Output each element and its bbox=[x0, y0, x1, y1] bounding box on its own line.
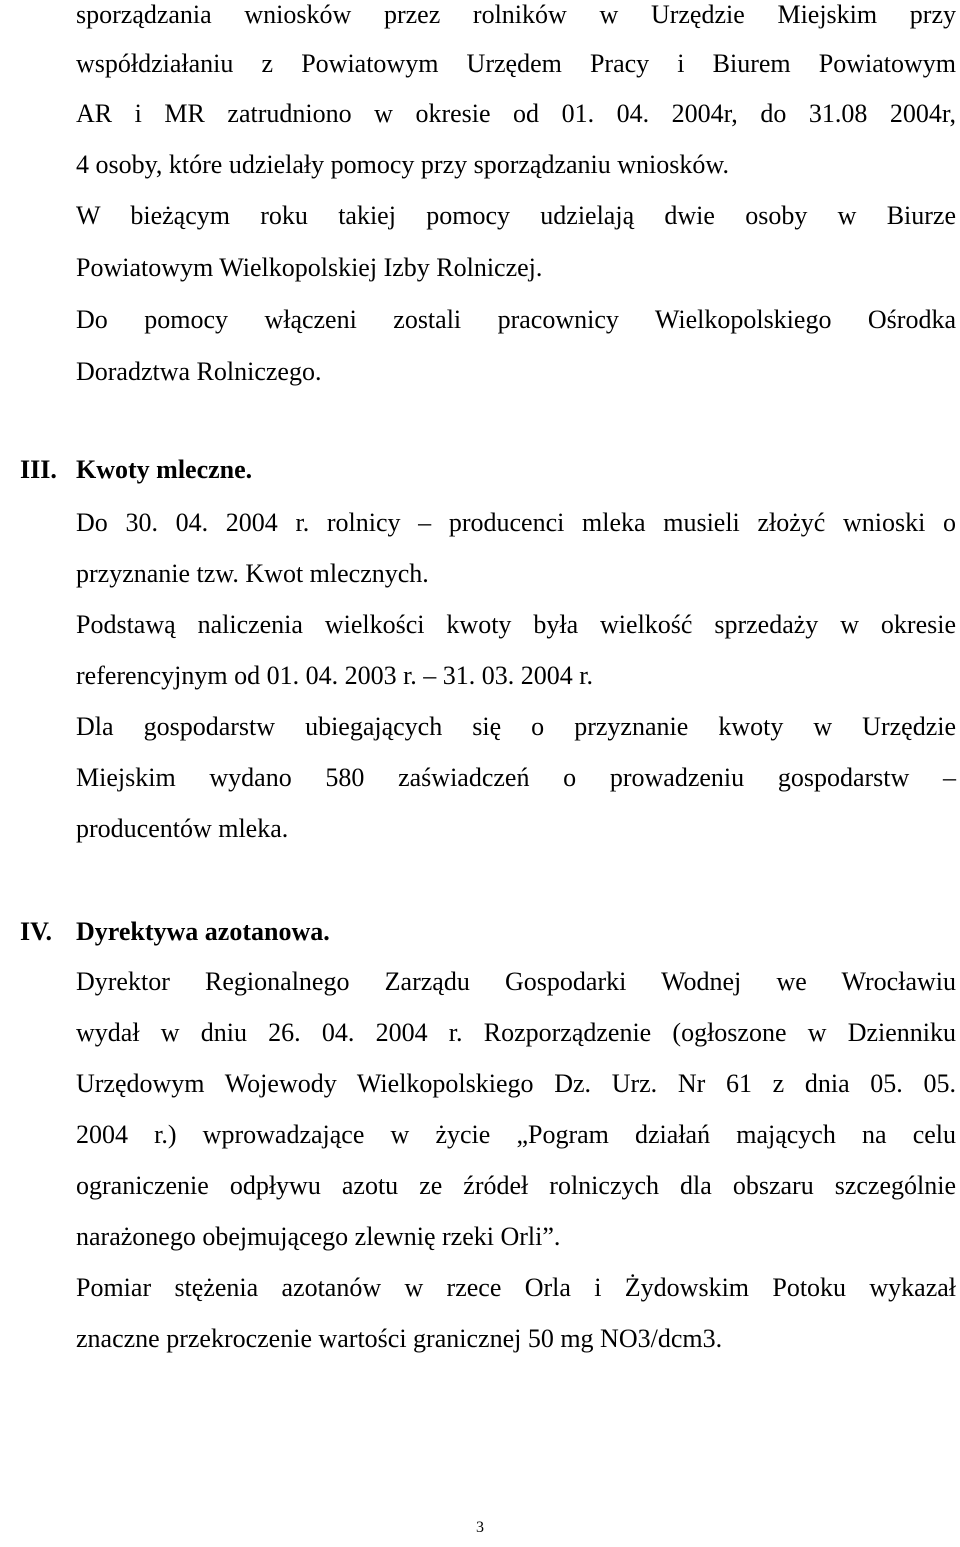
body-line: Podstawą naliczenia wielkości kwoty była wielkość sprzedaży w okresie bbox=[76, 610, 956, 639]
body-line: 4 osoby, które udzielały pomocy przy sporządzaniu wniosków. bbox=[76, 150, 729, 179]
section-number: III. bbox=[20, 455, 57, 484]
body-line: producentów mleka. bbox=[76, 814, 289, 843]
section-number: IV. bbox=[20, 917, 53, 946]
body-line: Miejskim wydano 580 zaświadczeń o prowadzeniu gospodarstw – bbox=[76, 763, 956, 792]
body-line: 2004 r.) wprowadzające w życie „Pogram działań mających na celu bbox=[76, 1120, 956, 1149]
body-line: sporządzania wniosków przez rolników w Urzędzie Miejskim przy bbox=[76, 0, 956, 29]
body-line: narażonego obejmującego zlewnię rzeki Orli”. bbox=[76, 1222, 561, 1251]
body-line: Urzędowym Wojewody Wielkopolskiego Dz. Urz. Nr 61 z dnia 05. 05. bbox=[76, 1069, 956, 1098]
body-line: Doradztwa Rolniczego. bbox=[76, 357, 322, 386]
body-line: znaczne przekroczenie wartości granicznej 50 mg NO3/dcm3. bbox=[76, 1324, 723, 1353]
body-line: Pomiar stężenia azotanów w rzece Orla i Żydowskim Potoku wykazał bbox=[76, 1273, 956, 1302]
section-title: Dyrektywa azotanowa. bbox=[76, 917, 330, 946]
body-line: Dla gospodarstw ubiegających się o przyznanie kwoty w Urzędzie bbox=[76, 712, 956, 741]
body-line: przyznanie tzw. Kwot mlecznych. bbox=[76, 559, 429, 588]
body-line: Dyrektor Regionalnego Zarządu Gospodarki Wodnej we Wrocławiu bbox=[76, 967, 956, 996]
body-line: referencyjnym od 01. 04. 2003 r. – 31. 03. 2004 r. bbox=[76, 661, 594, 690]
body-line: Do 30. 04. 2004 r. rolnicy – producenci mleka musieli złożyć wnioski o bbox=[76, 508, 956, 537]
body-line: W bieżącym roku takiej pomocy udzielają dwie osoby w Biurze bbox=[76, 201, 956, 230]
body-line: ograniczenie odpływu azotu ze źródeł rolniczych dla obszaru szczególnie bbox=[76, 1171, 956, 1200]
body-line: AR i MR zatrudniono w okresie od 01. 04. 2004r, do 31.08 2004r, bbox=[76, 99, 956, 128]
page-number: 3 bbox=[476, 1519, 484, 1536]
body-line: wydał w dniu 26. 04. 2004 r. Rozporządzenie (ogłoszone w Dzienniku bbox=[76, 1018, 956, 1047]
body-line: współdziałaniu z Powiatowym Urzędem Pracy i Biurem Powiatowym bbox=[76, 49, 956, 78]
body-line: Do pomocy włączeni zostali pracownicy Wielkopolskiego Ośrodka bbox=[76, 305, 956, 334]
section-title: Kwoty mleczne. bbox=[76, 455, 253, 484]
body-line: Powiatowym Wielkopolskiej Izby Rolniczej. bbox=[76, 253, 543, 282]
